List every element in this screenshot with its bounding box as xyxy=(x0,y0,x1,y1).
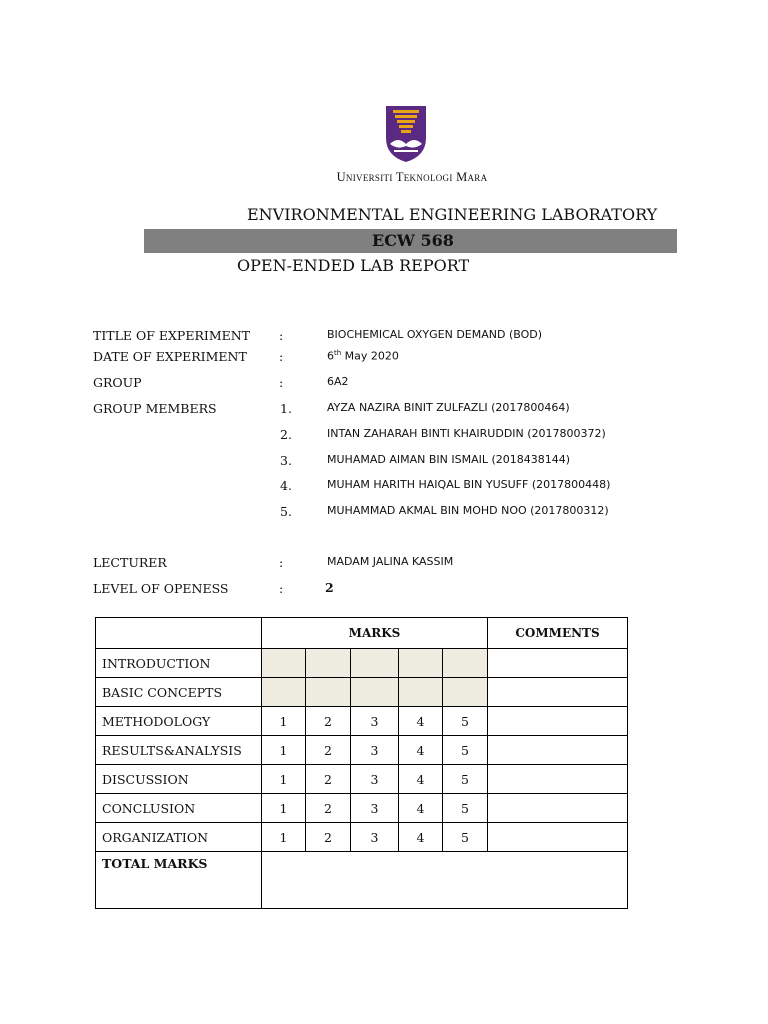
marks-header: MARKS xyxy=(262,618,488,649)
score-cell: 3 xyxy=(351,707,399,736)
group-colon: : xyxy=(279,375,284,390)
marks-table xyxy=(95,617,628,909)
comment-cell xyxy=(488,707,628,736)
score-cell: 4 xyxy=(399,794,443,823)
comment-cell xyxy=(488,765,628,794)
score-cell: 5 xyxy=(443,765,488,794)
lecturer-colon: : xyxy=(279,555,284,570)
date-value xyxy=(327,349,399,363)
member-number: 5. xyxy=(280,504,292,519)
table-header-row xyxy=(96,618,628,649)
score-cell: 3 xyxy=(351,736,399,765)
member-name: INTAN ZAHARAH BINTI KHAIRUDDIN (2017800372) xyxy=(327,427,606,440)
date-colon: : xyxy=(279,349,284,364)
score-cell xyxy=(443,649,488,678)
lecturer-label: LECTURER xyxy=(93,555,167,570)
member-name: MUHAMMAD AKMAL BIN MOHD NOO (2017800312) xyxy=(327,504,609,517)
date-day: 6 xyxy=(327,349,334,363)
score-cell xyxy=(351,649,399,678)
score-cell xyxy=(262,678,306,707)
score-cell: 4 xyxy=(399,765,443,794)
comment-cell xyxy=(488,736,628,765)
title-colon: : xyxy=(279,328,284,343)
university-name: Universiti Teknologi Mara xyxy=(336,170,488,184)
score-cell: 3 xyxy=(351,765,399,794)
score-cell: 1 xyxy=(262,765,306,794)
group-label: GROUP xyxy=(93,375,142,390)
members-label: GROUP MEMBERS xyxy=(93,401,217,416)
score-cell: 2 xyxy=(306,765,351,794)
score-cell: 5 xyxy=(443,794,488,823)
report-type: OPEN-ENDED LAB REPORT xyxy=(237,256,470,275)
score-cell xyxy=(443,678,488,707)
group-value: 6A2 xyxy=(327,375,349,388)
score-cell: 1 xyxy=(262,707,306,736)
date-label: DATE OF EXPERIMENT xyxy=(93,349,247,364)
member-number: 1. xyxy=(280,401,292,416)
openess-value: 2 xyxy=(325,580,334,595)
score-cell: 3 xyxy=(351,823,399,852)
title-label: TITLE OF EXPERIMENT xyxy=(93,328,251,343)
score-cell: 5 xyxy=(443,736,488,765)
criterion-label: DISCUSSION xyxy=(96,765,262,794)
date-rest: May 2020 xyxy=(341,349,399,363)
score-cell xyxy=(399,649,443,678)
comment-cell xyxy=(488,823,628,852)
header-blank-cell xyxy=(96,618,262,649)
score-cell: 3 xyxy=(351,794,399,823)
score-cell: 2 xyxy=(306,823,351,852)
title-value: BIOCHEMICAL OXYGEN DEMAND (BOD) xyxy=(327,328,543,341)
score-cell: 5 xyxy=(443,823,488,852)
score-cell: 5 xyxy=(443,707,488,736)
comment-cell xyxy=(488,794,628,823)
comment-cell xyxy=(488,649,628,678)
table-row xyxy=(96,707,628,736)
table-row xyxy=(96,649,628,678)
criterion-label: ORGANIZATION xyxy=(96,823,262,852)
table-row xyxy=(96,736,628,765)
total-marks-cell xyxy=(262,852,628,909)
score-cell: 4 xyxy=(399,823,443,852)
openess-label: LEVEL OF OPENESS xyxy=(93,581,229,596)
criterion-label: INTRODUCTION xyxy=(96,649,262,678)
criterion-label: RESULTS&ANALYSIS xyxy=(96,736,262,765)
comments-header: COMMENTS xyxy=(488,618,628,649)
member-number: 2. xyxy=(280,427,292,442)
total-row xyxy=(96,852,628,909)
score-cell xyxy=(306,649,351,678)
lecturer-value: MADAM JALINA KASSIM xyxy=(327,555,454,568)
criterion-label: METHODOLOGY xyxy=(96,707,262,736)
score-cell: 4 xyxy=(399,707,443,736)
criterion-label: BASIC CONCEPTS xyxy=(96,678,262,707)
score-cell: 2 xyxy=(306,736,351,765)
table-row xyxy=(96,823,628,852)
openess-colon: : xyxy=(279,581,284,596)
university-logo-icon xyxy=(384,104,428,164)
score-cell: 2 xyxy=(306,707,351,736)
score-cell: 4 xyxy=(399,736,443,765)
member-number: 3. xyxy=(280,453,292,468)
score-cell xyxy=(262,649,306,678)
criterion-label: CONCLUSION xyxy=(96,794,262,823)
total-marks-label: TOTAL MARKS xyxy=(96,852,262,909)
table-row xyxy=(96,678,628,707)
member-name: MUHAM HARITH HAIQAL BIN YUSUFF (2017800448) xyxy=(327,478,611,491)
member-name: MUHAMAD AIMAN BIN ISMAIL (2018438144) xyxy=(327,453,571,466)
score-cell xyxy=(399,678,443,707)
date-suffix: th xyxy=(334,349,342,357)
score-cell xyxy=(351,678,399,707)
member-number: 4. xyxy=(280,478,292,493)
course-code: ECW 568 xyxy=(372,231,454,250)
table-row xyxy=(96,765,628,794)
score-cell: 2 xyxy=(306,794,351,823)
member-name: AYZA NAZIRA BINIT ZULFAZLI (2017800464) xyxy=(327,401,570,414)
table-row xyxy=(96,794,628,823)
comment-cell xyxy=(488,678,628,707)
score-cell: 1 xyxy=(262,794,306,823)
lab-title: ENVIRONMENTAL ENGINEERING LABORATORY xyxy=(247,205,658,224)
score-cell: 1 xyxy=(262,823,306,852)
score-cell: 1 xyxy=(262,736,306,765)
score-cell xyxy=(306,678,351,707)
